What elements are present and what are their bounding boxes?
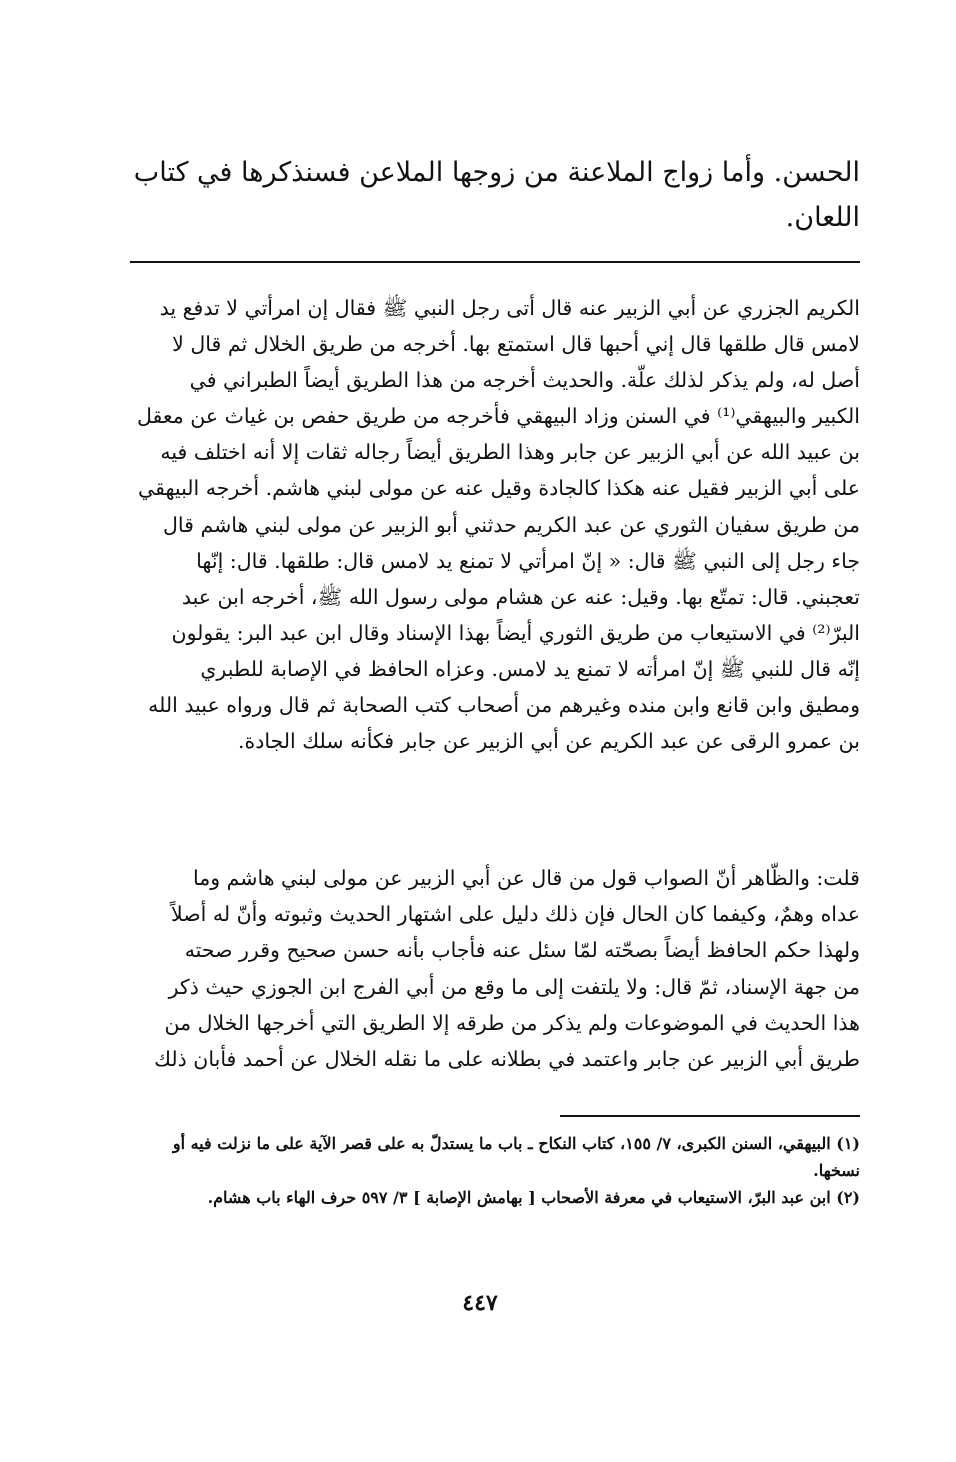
text-line: ومطيق وابن قانع وابن منده وغيرهم من أصحاب كتب الصحابة ثم قال ورواه عبيد الله xyxy=(148,693,860,718)
text-line: ولهذا حكم الحافظ أيضاً بصحّته لمّا سئل عنه فأجاب بأنه حسن صحيح وقرر صحته xyxy=(184,938,860,963)
text-line: اللعان. xyxy=(785,202,860,233)
text-line: جاء رجل إلى النبي ﷺ قال: « إنّ امرأتي لا تمنع يد لامس قال: طلقها. قال: إنّها xyxy=(196,548,860,573)
text-line: أصل له، ولم يذكر لذلك علّة. والحديث أخرجه من هذا الطريق أيضاً الطبراني في xyxy=(189,368,860,393)
footnote-line: نسخها. xyxy=(813,1161,860,1180)
text-line: إنّه قال للنبي ﷺ إنّ امرأته لا تمنع يد لامس. وعزاه الحافظ في الإصابة للطبري xyxy=(200,656,860,681)
text-line: من جهة الإسناد، ثمّ قال: ولا يلتفت إلى ما وقع من أبي الفرج ابن الجوزي حيث ذكر xyxy=(168,974,860,999)
footnote-continuation xyxy=(130,290,860,759)
text-line: البرّ⁽²⁾ في الاستيعاب من طريق الثوري أيضاً بهذا الإسناد وقال ابن عبد البر: يقولون xyxy=(171,620,860,645)
text-line: الكبير والبيهقي⁽¹⁾ في السنن وزاد البيهقي فأخرجه من طريق حفص بن غياث عن معقل xyxy=(136,404,860,429)
text-line: بن عمرو الرقى عن عبد الكريم عن أبي الزبير عن جابر فكأنه سلك الجادة. xyxy=(237,729,860,754)
text-line: من طريق سفيان الثوري عن عبد الكريم حدثني أبو الزبير عن مولى لبني هاشم قال xyxy=(163,512,860,537)
text-line: الحسن. وأما زواج الملاعنة من زوجها الملاعن فسنذكرها في كتاب xyxy=(133,157,860,188)
text-line: على أبي الزبير فقيل عنه هكذا كالجادة وقيل عنه عن مولى لبني هاشم. أخرجه البيهقي xyxy=(138,476,860,501)
text-line: طريق أبي الزبير عن جابر واعتمد في بطلانه على ما نقله الخلال عن أحمد فأبان ذلك xyxy=(154,1047,860,1072)
footnote-separator xyxy=(130,261,860,263)
footnotes xyxy=(130,1130,860,1211)
text-line: قلت: والظّاهر أنّ الصواب قول من قال عن أبي الزبير عن مولى لبني هاشم وما xyxy=(193,866,860,890)
text-line: لامس قال طلقها قال إني أحبها قال استمتع بها. أخرجه من طريق الخلال ثم قال لا xyxy=(172,332,860,357)
footnote-line: (٢) ابن عبد البرّ، الاستيعاب في معرفة الأصحاب [ بهامش الإصابة ] ٣/ ٥٩٧ حرف الهاء باب هشام. xyxy=(207,1188,860,1207)
footnote-line: (١) البيهقي، السنن الكبرى، ٧/ ١٥٥، كتاب النكاح ـ باب ما يستدلّ به على قصر الآية على ما نزلت فيه أو xyxy=(172,1134,860,1153)
text-line: تعجبني. قال: تمتّع بها. وقيل: عنه عن هشام مولى رسول الله ﷺ، أخرجه ابن عبد xyxy=(181,584,860,609)
page-number: ٤٤٧ xyxy=(462,1290,498,1316)
text-line: الكريم الجزري عن أبي الزبير عنه قال أتى رجل النبي ﷺ فقال إن امرأتي لا تدفع يد xyxy=(159,296,860,320)
main-text-top xyxy=(130,150,860,240)
text-line: هذا الحديث في الموضوعات ولم يذكر من طرقه إلا الطريق التي أخرجها الخلال من xyxy=(164,1010,860,1035)
qultu-paragraph xyxy=(130,860,860,1077)
footnote-separator-short xyxy=(560,1115,860,1117)
text-line: عداه وهمٌ، وكيفما كان الحال فإن ذلك دليل على اشتهار الحديث وثبوته وأنّ له أصلاً xyxy=(171,902,860,927)
text-line: بن عبيد الله عن أبي الزبير عن جابر وهذا الطريق أيضاً رجاله ثقات إلا أنه اختلف فيه xyxy=(160,440,860,465)
